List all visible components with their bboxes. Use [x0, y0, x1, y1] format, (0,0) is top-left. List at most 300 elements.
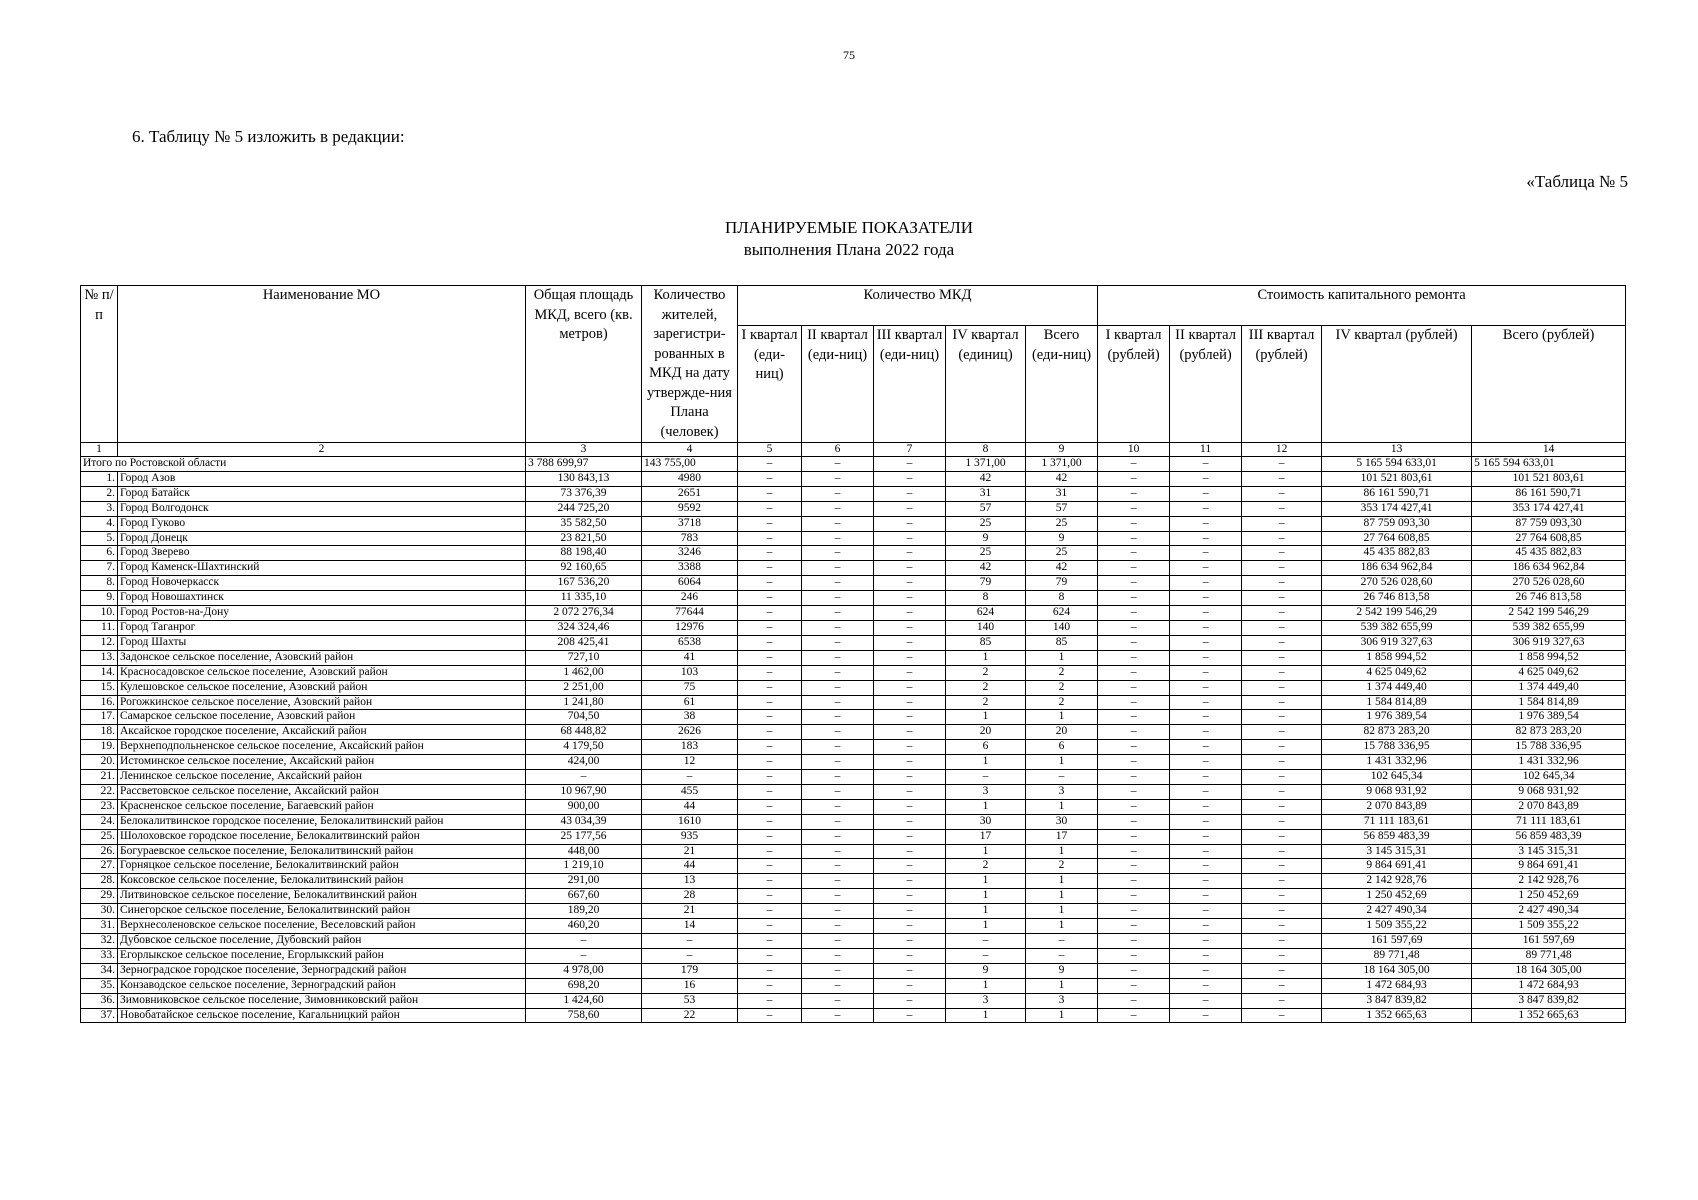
cost-total-cell: 15 788 336,95 [1472, 740, 1626, 755]
residents-cell: 6064 [642, 576, 738, 591]
row-number: 14. [81, 665, 118, 680]
residents-cell: 3388 [642, 561, 738, 576]
mkd-q4-cell: 2 [946, 665, 1026, 680]
mkd-q3-cell: – [874, 501, 946, 516]
cost-q4-cell: 1 858 994,52 [1322, 650, 1472, 665]
column-number: 9 [1026, 443, 1098, 457]
cost-q2-cell: – [1170, 859, 1242, 874]
table-row [81, 740, 1626, 755]
cost-q4-cell: 186 634 962,84 [1322, 561, 1472, 576]
mkd-q1-cell: – [738, 814, 802, 829]
table-row [81, 978, 1626, 993]
row-number: 8. [81, 576, 118, 591]
cost-q2-cell: – [1170, 844, 1242, 859]
mkd-q4-cell: 1 [946, 844, 1026, 859]
cost-q4-cell: 1 509 355,22 [1322, 919, 1472, 934]
column-number: 11 [1170, 443, 1242, 457]
total-row [81, 457, 1626, 472]
column-number: 3 [526, 443, 642, 457]
cost-q3-cell: – [1242, 934, 1322, 949]
mkd-q4-cell: 3 [946, 993, 1026, 1008]
mkd-q1-cell: – [738, 829, 802, 844]
cost-q2-cell: – [1170, 620, 1242, 635]
cost-total-cell: 45 435 882,83 [1472, 546, 1626, 561]
mkd-q4-cell: 2 [946, 680, 1026, 695]
area-cell: 92 160,65 [526, 561, 642, 576]
row-number: 15. [81, 680, 118, 695]
cost-q1-cell: – [1098, 665, 1170, 680]
mkd-total-cell: 1 [1026, 710, 1098, 725]
row-number: 17. [81, 710, 118, 725]
cost-q4-cell: 45 435 882,83 [1322, 546, 1472, 561]
table-row [81, 874, 1626, 889]
area-cell: 88 198,40 [526, 546, 642, 561]
cost-q4-cell: 89 771,48 [1322, 948, 1472, 963]
mkd-q2-cell: – [802, 546, 874, 561]
total-cost-q3: – [1242, 457, 1322, 472]
table-row [81, 948, 1626, 963]
cost-q3-cell: – [1242, 1008, 1322, 1023]
mkd-q1-cell: – [738, 606, 802, 621]
mkd-total-cell: 1 [1026, 755, 1098, 770]
cost-q3-cell: – [1242, 755, 1322, 770]
mkd-q2-cell: – [802, 695, 874, 710]
cost-total-cell: 86 161 590,71 [1472, 486, 1626, 501]
cost-q1-cell: – [1098, 934, 1170, 949]
mkd-q1-cell: – [738, 993, 802, 1008]
residents-cell: 9592 [642, 501, 738, 516]
cost-q1-cell: – [1098, 799, 1170, 814]
mkd-q4-cell: 6 [946, 740, 1026, 755]
cost-q1-cell: – [1098, 650, 1170, 665]
residents-cell: 455 [642, 784, 738, 799]
table-row [81, 829, 1626, 844]
cost-q1-cell: – [1098, 516, 1170, 531]
cost-q3-cell: – [1242, 993, 1322, 1008]
mkd-total-cell: 9 [1026, 531, 1098, 546]
mo-name: Самарское сельское поселение, Азовский район [118, 710, 526, 725]
mo-name: Верхнеподпольненское сельское поселение, Аксайский район [118, 740, 526, 755]
cost-q1-cell: – [1098, 710, 1170, 725]
cost-q3-cell: – [1242, 546, 1322, 561]
mkd-total-cell: 57 [1026, 501, 1098, 516]
cost-total-cell: 1 431 332,96 [1472, 755, 1626, 770]
cost-q4-cell: 3 145 315,31 [1322, 844, 1472, 859]
mkd-q3-cell: – [874, 606, 946, 621]
mkd-total-cell: 17 [1026, 829, 1098, 844]
mkd-q2-cell: – [802, 844, 874, 859]
cost-q3-cell: – [1242, 963, 1322, 978]
mo-name: Дубовское сельское поселение, Дубовский район [118, 934, 526, 949]
residents-cell: 16 [642, 978, 738, 993]
mo-name: Город Каменск-Шахтинский [118, 561, 526, 576]
mkd-q1-cell: – [738, 844, 802, 859]
mkd-q3-cell: – [874, 829, 946, 844]
cost-q3-cell: – [1242, 591, 1322, 606]
cost-q2-cell: – [1170, 635, 1242, 650]
mkd-total-cell: 3 [1026, 784, 1098, 799]
mkd-total-cell: 6 [1026, 740, 1098, 755]
mkd-total-cell: 8 [1026, 591, 1098, 606]
cost-q1-cell: – [1098, 859, 1170, 874]
residents-cell: 75 [642, 680, 738, 695]
mkd-q4-cell: 42 [946, 471, 1026, 486]
cost-q2-cell: – [1170, 650, 1242, 665]
cost-q1-cell: – [1098, 770, 1170, 785]
cost-q1-cell: – [1098, 546, 1170, 561]
residents-cell: 38 [642, 710, 738, 725]
mkd-q2-cell: – [802, 755, 874, 770]
column-number: 5 [738, 443, 802, 457]
mkd-total-cell: 1 [1026, 799, 1098, 814]
cost-q1-cell: – [1098, 889, 1170, 904]
cost-q3-cell: – [1242, 874, 1322, 889]
cost-q2-cell: – [1170, 874, 1242, 889]
mkd-q3-cell: – [874, 814, 946, 829]
cost-q4-cell: 26 746 813,58 [1322, 591, 1472, 606]
residents-cell: 41 [642, 650, 738, 665]
cost-total-cell: 56 859 483,39 [1472, 829, 1626, 844]
mkd-q1-cell: – [738, 516, 802, 531]
cost-q3-cell: – [1242, 695, 1322, 710]
residents-cell: 246 [642, 591, 738, 606]
mkd-q2-cell: – [802, 576, 874, 591]
area-cell: 11 335,10 [526, 591, 642, 606]
mkd-q1-cell: – [738, 591, 802, 606]
mkd-q2-cell: – [802, 934, 874, 949]
mkd-total-cell: 1 [1026, 650, 1098, 665]
table-heading [0, 217, 1698, 261]
cost-q4-cell: 270 526 028,60 [1322, 576, 1472, 591]
mkd-q1-cell: – [738, 889, 802, 904]
row-number: 37. [81, 1008, 118, 1023]
header-mkd-q1: I квартал (еди-ниц) [738, 326, 802, 443]
cost-q2-cell: – [1170, 948, 1242, 963]
mo-name: Город Новочеркасск [118, 576, 526, 591]
row-number: 26. [81, 844, 118, 859]
mkd-q3-cell: – [874, 471, 946, 486]
mkd-q3-cell: – [874, 874, 946, 889]
cost-q3-cell: – [1242, 576, 1322, 591]
mkd-q2-cell: – [802, 784, 874, 799]
mo-name: Зимовниковское сельское поселение, Зимовниковский район [118, 993, 526, 1008]
table-row [81, 546, 1626, 561]
row-number: 4. [81, 516, 118, 531]
cost-q2-cell: – [1170, 784, 1242, 799]
mkd-q4-cell: 8 [946, 591, 1026, 606]
mkd-q3-cell: – [874, 531, 946, 546]
mkd-total-cell: 1 [1026, 1008, 1098, 1023]
cost-q3-cell: – [1242, 486, 1322, 501]
cost-q1-cell: – [1098, 904, 1170, 919]
residents-cell: 1610 [642, 814, 738, 829]
cost-q4-cell: 15 788 336,95 [1322, 740, 1472, 755]
area-cell: 68 448,82 [526, 725, 642, 740]
cost-total-cell: 1 352 665,63 [1472, 1008, 1626, 1023]
residents-cell: 783 [642, 531, 738, 546]
mkd-q3-cell: – [874, 978, 946, 993]
column-number: 13 [1322, 443, 1472, 457]
cost-total-cell: 1 250 452,69 [1472, 889, 1626, 904]
table-row [81, 591, 1626, 606]
cost-q3-cell: – [1242, 770, 1322, 785]
mkd-q3-cell: – [874, 993, 946, 1008]
cost-q4-cell: 306 919 327,63 [1322, 635, 1472, 650]
cost-total-cell: 306 919 327,63 [1472, 635, 1626, 650]
mo-name: Красненское сельское поселение, Багаевский район [118, 799, 526, 814]
mo-name: Город Шахты [118, 635, 526, 650]
mkd-q2-cell: – [802, 606, 874, 621]
row-number: 16. [81, 695, 118, 710]
cost-q3-cell: – [1242, 829, 1322, 844]
mkd-q1-cell: – [738, 680, 802, 695]
total-mkd-q3: – [874, 457, 946, 472]
mkd-q2-cell: – [802, 799, 874, 814]
mo-name: Горняцкое сельское поселение, Белокалитвинский район [118, 859, 526, 874]
indicators-table [80, 285, 1626, 1023]
mkd-q1-cell: – [738, 471, 802, 486]
cost-q4-cell: 1 584 814,89 [1322, 695, 1472, 710]
mkd-total-cell: 31 [1026, 486, 1098, 501]
mkd-q2-cell: – [802, 1008, 874, 1023]
total-cost-q4: 5 165 594 633,01 [1322, 457, 1472, 472]
page-number: 75 [843, 48, 855, 62]
cost-q2-cell: – [1170, 978, 1242, 993]
cost-total-cell: 353 174 427,41 [1472, 501, 1626, 516]
header-cost-q4: IV квартал (рублей) [1322, 326, 1472, 443]
mkd-q1-cell: – [738, 576, 802, 591]
cost-total-cell: 18 164 305,00 [1472, 963, 1626, 978]
mo-name: Город Новошахтинск [118, 591, 526, 606]
header-mkd-q3: III квартал (еди-ниц) [874, 326, 946, 443]
mkd-q2-cell: – [802, 874, 874, 889]
table-row [81, 501, 1626, 516]
residents-cell: 2651 [642, 486, 738, 501]
area-cell: 244 725,20 [526, 501, 642, 516]
mo-name: Истоминское сельское поселение, Аксайский район [118, 755, 526, 770]
mkd-total-cell: 1 [1026, 919, 1098, 934]
mo-name: Задонское сельское поселение, Азовский район [118, 650, 526, 665]
table-row [81, 486, 1626, 501]
cost-q4-cell: 56 859 483,39 [1322, 829, 1472, 844]
mkd-q3-cell: – [874, 725, 946, 740]
mkd-q1-cell: – [738, 695, 802, 710]
mkd-q1-cell: – [738, 561, 802, 576]
table-row [81, 993, 1626, 1008]
residents-cell: 3718 [642, 516, 738, 531]
table-row [81, 665, 1626, 680]
cost-q2-cell: – [1170, 680, 1242, 695]
cost-total-cell: 1 584 814,89 [1472, 695, 1626, 710]
cost-q2-cell: – [1170, 665, 1242, 680]
mkd-q3-cell: – [874, 635, 946, 650]
cost-q1-cell: – [1098, 814, 1170, 829]
mkd-q3-cell: – [874, 710, 946, 725]
mkd-q3-cell: – [874, 680, 946, 695]
cost-q2-cell: – [1170, 695, 1242, 710]
cost-total-cell: 270 526 028,60 [1472, 576, 1626, 591]
heading-line-1: ПЛАНИРУЕМЫЕ ПОКАЗАТЕЛИ [724, 218, 974, 237]
table-row [81, 695, 1626, 710]
row-number: 22. [81, 784, 118, 799]
mkd-total-cell: 1 [1026, 904, 1098, 919]
mkd-q2-cell: – [802, 740, 874, 755]
mkd-q2-cell: – [802, 471, 874, 486]
area-cell: 73 376,39 [526, 486, 642, 501]
mkd-q3-cell: – [874, 1008, 946, 1023]
header-mkd-q2: II квартал (еди-ниц) [802, 326, 874, 443]
mkd-total-cell: 42 [1026, 471, 1098, 486]
cost-q4-cell: 1 250 452,69 [1322, 889, 1472, 904]
mkd-q2-cell: – [802, 531, 874, 546]
mkd-q1-cell: – [738, 784, 802, 799]
cost-q4-cell: 4 625 049,62 [1322, 665, 1472, 680]
area-cell: 25 177,56 [526, 829, 642, 844]
mkd-q4-cell: 1 [946, 919, 1026, 934]
row-number: 31. [81, 919, 118, 934]
row-number: 3. [81, 501, 118, 516]
area-cell: 698,20 [526, 978, 642, 993]
mkd-total-cell: 1 [1026, 889, 1098, 904]
cost-total-cell: 82 873 283,20 [1472, 725, 1626, 740]
column-number: 2 [118, 443, 526, 457]
mkd-q4-cell: 25 [946, 516, 1026, 531]
cost-q2-cell: – [1170, 471, 1242, 486]
mo-name: Город Гуково [118, 516, 526, 531]
mkd-q4-cell: 1 [946, 978, 1026, 993]
area-cell: 130 843,13 [526, 471, 642, 486]
cost-q3-cell: – [1242, 650, 1322, 665]
cost-q1-cell: – [1098, 471, 1170, 486]
mkd-q4-cell: 20 [946, 725, 1026, 740]
area-cell: 4 179,50 [526, 740, 642, 755]
cost-q1-cell: – [1098, 963, 1170, 978]
area-cell: – [526, 770, 642, 785]
mkd-q2-cell: – [802, 993, 874, 1008]
column-number: 4 [642, 443, 738, 457]
area-cell: 35 582,50 [526, 516, 642, 531]
table-row [81, 576, 1626, 591]
mkd-total-cell: 25 [1026, 516, 1098, 531]
header-cost-group: Стоимость капитального ремонта [1098, 286, 1626, 326]
cost-q4-cell: 102 645,34 [1322, 770, 1472, 785]
mkd-q4-cell: 1 [946, 710, 1026, 725]
row-number: 18. [81, 725, 118, 740]
cost-q4-cell: 101 521 803,61 [1322, 471, 1472, 486]
total-mkd-q2: – [802, 457, 874, 472]
residents-cell: 61 [642, 695, 738, 710]
total-mkd-q1: – [738, 457, 802, 472]
area-cell: 1 462,00 [526, 665, 642, 680]
mkd-q4-cell: – [946, 770, 1026, 785]
table-row [81, 963, 1626, 978]
table-row [81, 1008, 1626, 1023]
mkd-q2-cell: – [802, 635, 874, 650]
cost-q3-cell: – [1242, 889, 1322, 904]
residents-cell: 12 [642, 755, 738, 770]
column-number-row [81, 443, 1626, 457]
row-number: 13. [81, 650, 118, 665]
residents-cell: 53 [642, 993, 738, 1008]
row-number: 11. [81, 620, 118, 635]
cost-q4-cell: 87 759 093,30 [1322, 516, 1472, 531]
mo-name: Коксовское сельское поселение, Белокалитвинский район [118, 874, 526, 889]
table-row [81, 934, 1626, 949]
total-mkd-total: 1 371,00 [1026, 457, 1098, 472]
mkd-q1-cell: – [738, 620, 802, 635]
cost-q1-cell: – [1098, 725, 1170, 740]
row-number: 24. [81, 814, 118, 829]
area-cell: 2 072 276,34 [526, 606, 642, 621]
mkd-q4-cell: 3 [946, 784, 1026, 799]
residents-cell: 22 [642, 1008, 738, 1023]
mkd-q3-cell: – [874, 770, 946, 785]
column-number: 8 [946, 443, 1026, 457]
mkd-q3-cell: – [874, 889, 946, 904]
area-cell: 460,20 [526, 919, 642, 934]
area-cell: 667,60 [526, 889, 642, 904]
cost-q2-cell: – [1170, 993, 1242, 1008]
table-row [81, 680, 1626, 695]
cost-q3-cell: – [1242, 680, 1322, 695]
row-number: 33. [81, 948, 118, 963]
area-cell: 208 425,41 [526, 635, 642, 650]
header-mkd-group: Количество МКД [738, 286, 1098, 326]
header-mkd-q4: IV квартал (единиц) [946, 326, 1026, 443]
cost-q4-cell: 1 431 332,96 [1322, 755, 1472, 770]
mkd-q2-cell: – [802, 770, 874, 785]
row-number: 12. [81, 635, 118, 650]
cost-total-cell: 161 597,69 [1472, 934, 1626, 949]
mo-name: Верхнесоленовское сельское поселение, Веселовский район [118, 919, 526, 934]
cost-total-cell: 87 759 093,30 [1472, 516, 1626, 531]
mkd-q3-cell: – [874, 546, 946, 561]
mkd-q1-cell: – [738, 755, 802, 770]
cost-q2-cell: – [1170, 501, 1242, 516]
mkd-q1-cell: – [738, 740, 802, 755]
cost-total-cell: 26 746 813,58 [1472, 591, 1626, 606]
table-row [81, 471, 1626, 486]
cost-q1-cell: – [1098, 948, 1170, 963]
mo-name: Город Ростов-на-Дону [118, 606, 526, 621]
cost-q2-cell: – [1170, 934, 1242, 949]
cost-q3-cell: – [1242, 561, 1322, 576]
mkd-q1-cell: – [738, 725, 802, 740]
cost-q4-cell: 1 976 389,54 [1322, 710, 1472, 725]
mo-name: Рогожкинское сельское поселение, Азовский район [118, 695, 526, 710]
residents-cell: 21 [642, 844, 738, 859]
cost-q1-cell: – [1098, 844, 1170, 859]
mkd-total-cell: 2 [1026, 695, 1098, 710]
cost-q2-cell: – [1170, 546, 1242, 561]
table-row [81, 531, 1626, 546]
cost-q3-cell: – [1242, 471, 1322, 486]
mkd-total-cell: 1 [1026, 978, 1098, 993]
cost-q4-cell: 353 174 427,41 [1322, 501, 1472, 516]
mkd-total-cell: 42 [1026, 561, 1098, 576]
cost-q1-cell: – [1098, 695, 1170, 710]
cost-q4-cell: 71 111 183,61 [1322, 814, 1472, 829]
mkd-q4-cell: 1 [946, 650, 1026, 665]
column-number: 7 [874, 443, 946, 457]
cost-total-cell: 4 625 049,62 [1472, 665, 1626, 680]
cost-q4-cell: 161 597,69 [1322, 934, 1472, 949]
cost-total-cell: 27 764 608,85 [1472, 531, 1626, 546]
mkd-q3-cell: – [874, 948, 946, 963]
residents-cell: 44 [642, 859, 738, 874]
mkd-q4-cell: 9 [946, 531, 1026, 546]
cost-q1-cell: – [1098, 635, 1170, 650]
